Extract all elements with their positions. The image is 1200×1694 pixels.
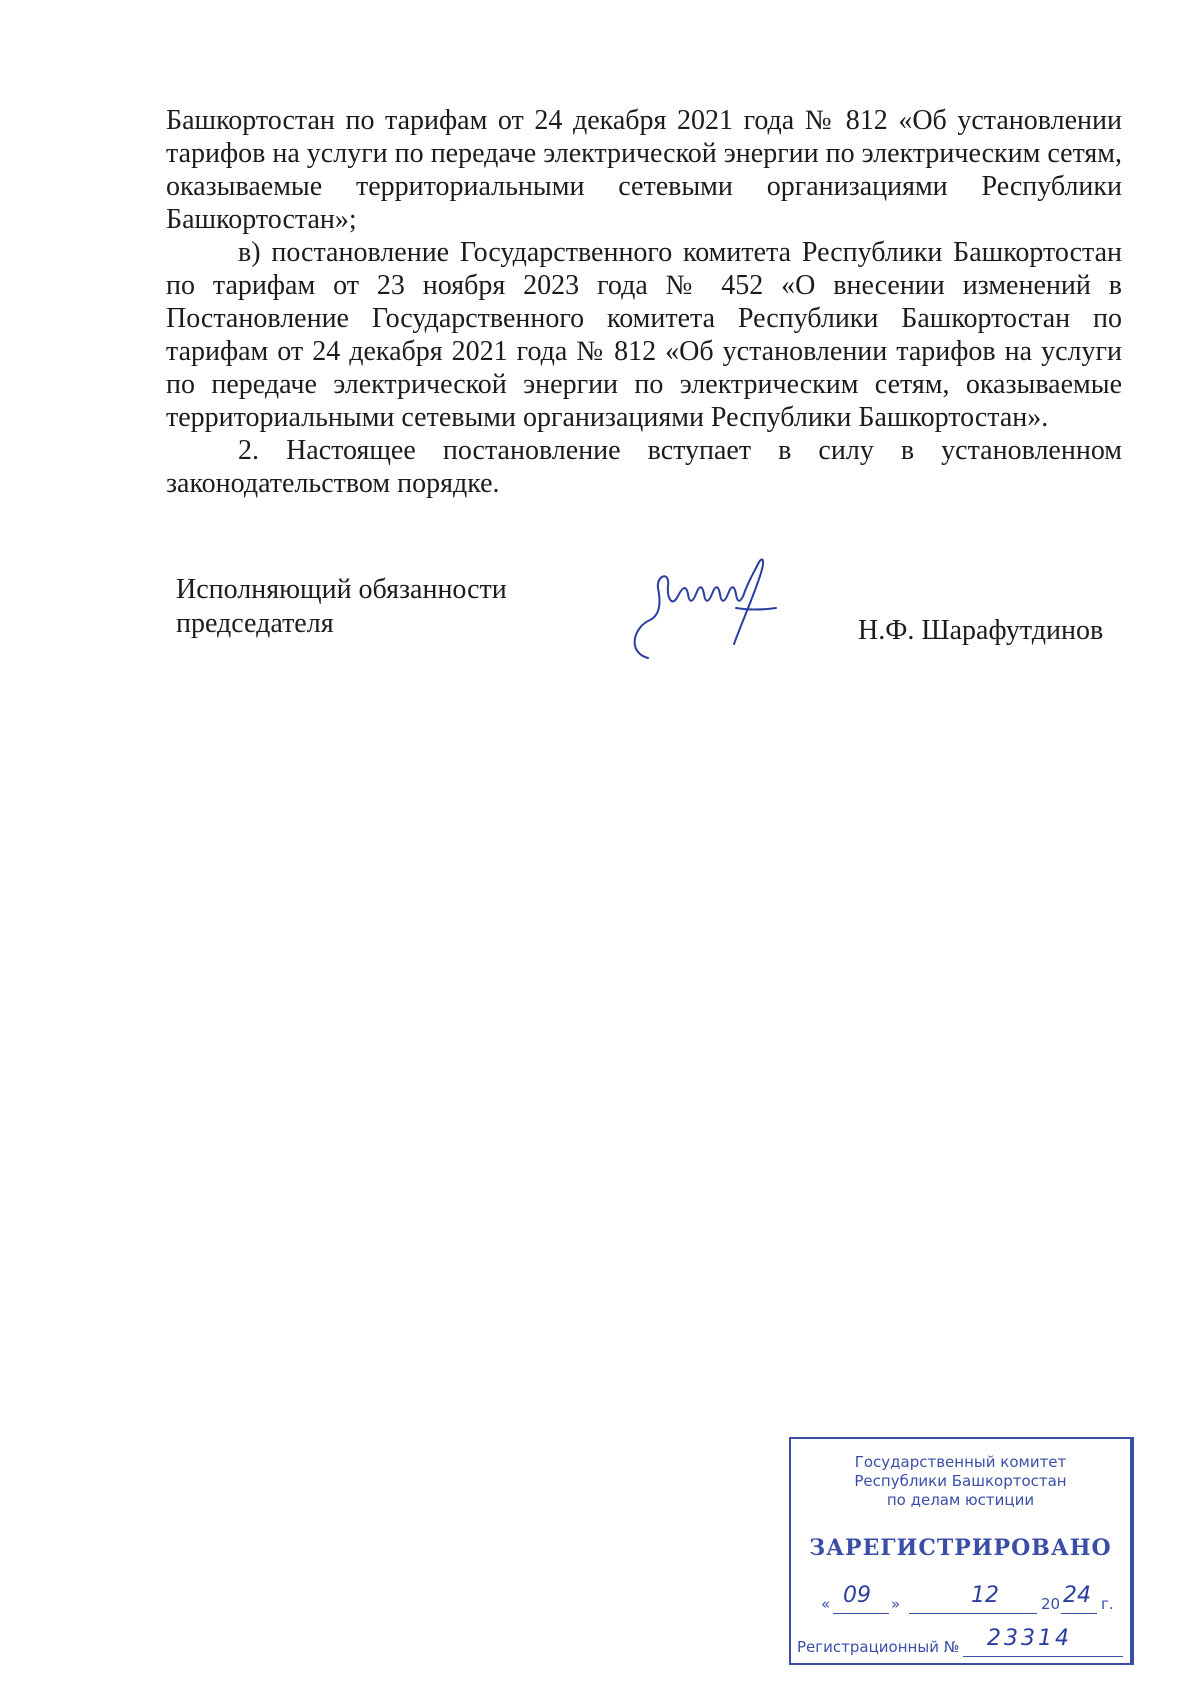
document-body xyxy=(166,104,1122,500)
stamp-reg-number: 23314 xyxy=(987,1626,1072,1651)
signer-title-line-1: Исполняющий обязанности xyxy=(176,574,507,605)
stamp-registration xyxy=(797,1626,1127,1662)
stamp-date xyxy=(821,1583,1121,1617)
stamp-title: ЗАРЕГИСТРИРОВАНО xyxy=(809,1535,1112,1561)
stamp-month-line xyxy=(909,1613,1037,1614)
stamp-day-line xyxy=(833,1613,889,1614)
signer-title-line-2: председателя xyxy=(176,608,334,639)
stamp-quote-open: « xyxy=(821,1595,831,1613)
stamp-year-unit: г. xyxy=(1101,1595,1114,1613)
stamp-reg-line xyxy=(963,1656,1123,1657)
stamp-year-suffix: 24 xyxy=(1063,1583,1091,1608)
stamp-org-line-1: Государственный комитет xyxy=(854,1453,1067,1471)
registration-stamp xyxy=(789,1437,1134,1665)
stamp-day: 09 xyxy=(843,1583,871,1608)
stamp-year-line xyxy=(1061,1613,1097,1614)
stamp-year-prefix: 20 xyxy=(1041,1595,1061,1613)
stamp-quote-close: » xyxy=(891,1595,901,1613)
paragraph-continuation: Башкортостан по тарифам от 24 декабря 2021 года № 812 «Об установлении тарифов на услуги по передаче электрической энергии по электрическим сетям, оказываемые территориальными сетевыми организациями Республики Башкортостан»; xyxy=(166,105,1122,235)
stamp-org-line-3: по делам юстиции xyxy=(886,1491,1035,1509)
handwritten-signature xyxy=(620,548,790,678)
signer-name: Н.Ф. Шарафутдинов xyxy=(858,615,1104,646)
paragraph-item-v: в) постановление Государственного комитета Республики Башкортостан по тарифам от 23 ноября 2023 года № 452 «О внесении изменений в Постановление Государственного комитета Республики Башкортостан по тарифам от 24 декабря 2021 года № 812 «Об установлении тарифов на услуги по передаче электрической энергии по электрическим сетям, оказываемые территориальными сетевыми организациями Республики Башкортостан». xyxy=(166,237,1122,433)
stamp-reg-label: Регистрационный № xyxy=(797,1638,960,1656)
signer-title xyxy=(176,573,507,641)
stamp-org-line-2: Республики Башкортостан xyxy=(854,1472,1067,1490)
stamp-organization xyxy=(791,1453,1130,1510)
stamp-month: 12 xyxy=(971,1583,999,1608)
paragraph-item-2: 2. Настоящее постановление вступает в силу в установленном законодательством порядке. xyxy=(166,435,1122,499)
